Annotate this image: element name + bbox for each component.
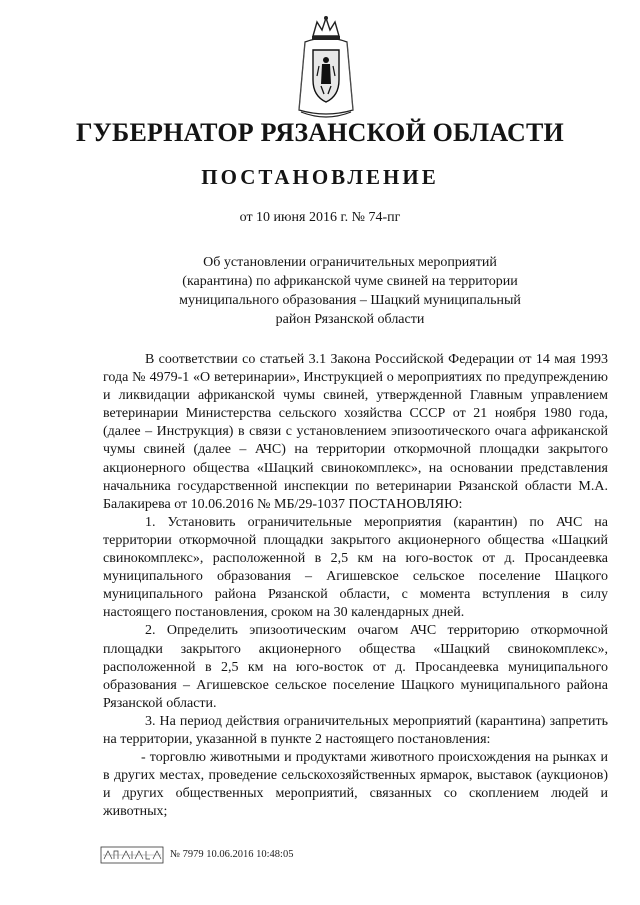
clause-3-item: - торговлю животными и продуктами животного происхождения на рынках и в других местах, проведение сельскохозяйственных ярмарок, выставок (аукционов) и других общественных мероприятий, связанных со скоплением людей и животных; [103, 750, 608, 820]
org-title: ГУБЕРНАТОР РЯЗАНСКОЙ ОБЛАСТИ [76, 118, 564, 147]
subject-line: район Рязанской области [275, 312, 425, 327]
subject-line: муниципального образования – Шацкий муниципальный [179, 293, 521, 308]
subject-line: (карантина) по африканской чуме свиней на территории [182, 274, 518, 289]
registration-footer [100, 843, 360, 867]
clause-1: 1. Установить ограничительные мероприятия (карантин) по АЧС на территории откормочной площадки закрытого акционерного общества «Шацкий свинокомплекс», расположенной в 2,5 км на юго-восток от д. Просандеевка муниципального образования – Агишевское сельское поселение Шацкого муниципального района Рязанской области, с момента вступления в силу настоящего постановления, сроком на 30 календарных дней. [103, 514, 608, 621]
clause-3: 3. На период действия ограничительных мероприятий (карантина) запретить на территории, указанной в пункте 2 настоящего постановления: [103, 713, 608, 747]
document-type: ПОСТАНОВЛЕНИЕ [201, 165, 439, 189]
document-subject [150, 253, 550, 329]
clause-2: 2. Определить эпизоотическим очагом АЧС территорию откормочной площадки закрытого акционерного общества «Шацкий свинокомплекс», расположенной в 2,5 км на юго-восток от д. Просандеевка муниципального образования – Агишевское сельское поселение Шацкого муниципального района Рязанской области. [103, 623, 608, 711]
registry-stamp-icon [100, 845, 164, 865]
preamble-paragraph: В соответствии со статьей 3.1 Закона Российской Федерации от 14 мая 1993 года № 4979-1 «О ветеринарии», Инструкцией о мероприятиях по предупреждению и ликвидации африканской чумы свиней, утвержденной Главным управлением ветеринарии Министерства сельского хозяйства СССР от 21 ноября 1980 года, (далее – Инструкция) в связи с установлением эпизоотического очага африканской чумы свиней (далее – АЧС) на территории откормочной площадки закрытого акционерного общества «Шацкий свинокомплекс», на основании представления начальника государственной инспекции по ветеринарии Рязанской области М.А. Балакирева от 10.06.2016 № МБ/29-1037 ПОСТАНОВЛЯЮ: [103, 352, 608, 512]
document-date: от 10 июня 2016 г. № 74-пг [239, 210, 401, 225]
registration-number: № 7979 10.06.2016 10:48:05 [170, 849, 294, 860]
coat-of-arms-icon [291, 14, 361, 124]
subject-line: Об установлении ограничительных мероприятий [203, 255, 497, 270]
document-body [103, 351, 608, 821]
